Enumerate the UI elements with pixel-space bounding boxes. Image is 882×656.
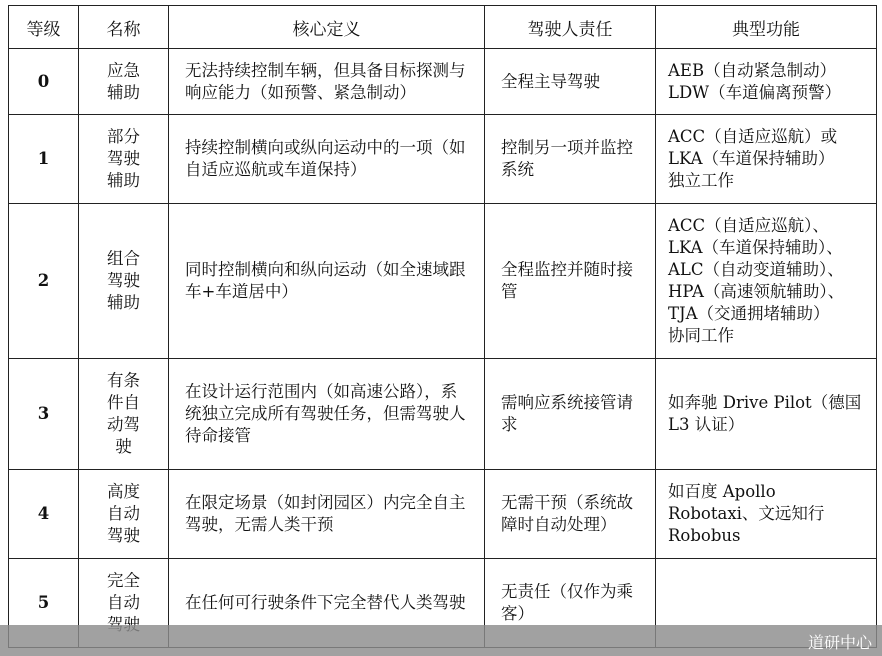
definition-cell: 持续控制横向或纵向运动中的一项（如自适应巡航或车道保持）: [169, 115, 485, 204]
definition-cell: 同时控制横向和纵向运动（如全速域跟车+车道居中）: [169, 204, 485, 359]
level-name: 部分驾驶辅助: [107, 127, 140, 190]
table-row: [9, 49, 877, 115]
level-cell: 1: [9, 115, 79, 204]
level-name: 完全自动: [107, 571, 140, 612]
duty-cell: 控制另一项并监控系统: [485, 115, 656, 204]
name-cell: [79, 49, 169, 115]
autonomy-levels-table: [8, 5, 877, 648]
level-cell: 0: [9, 49, 79, 115]
duty-cell: 全程监控并随时接管: [485, 204, 656, 359]
features-text: ACC（自适应巡航）、 LKA（车道保持辅助）、 ALC（自动变道辅助）、 HPA（高速领航辅助）、 TJA（交通拥堵辅助） 协同工作: [668, 216, 845, 345]
duty-cell: 无责任（仅作为乘客）: [485, 559, 656, 648]
table-row: [9, 359, 877, 470]
table-row: [9, 115, 877, 204]
header-name: 名称: [79, 6, 169, 49]
features-cell: [656, 115, 877, 204]
features-cell: [656, 204, 877, 359]
level-name: 高度自动驾驶: [107, 482, 140, 545]
level-name: 有条件自动驾驶: [107, 371, 140, 456]
features-cell: [656, 470, 877, 559]
features-text: AEB（自动紧急制动） LDW（车道偏离预警）: [668, 60, 842, 102]
features-text: ACC（自适应巡航）或 LKA（车道保持辅助） 独立工作: [668, 127, 838, 190]
header-duty: 驾驶人责任: [485, 6, 656, 49]
table-row: [9, 204, 877, 359]
name-cell: [79, 359, 169, 470]
level-cell: 3: [9, 359, 79, 470]
definition-cell: 在设计运行范围内（如高速公路），系统独立完成所有驾驶任务，但需驾驶人待命接管: [169, 359, 485, 470]
header-definition: 核心定义: [169, 6, 485, 49]
level-cell: 2: [9, 204, 79, 359]
header-row: [9, 6, 877, 49]
header-level: 等级: [9, 6, 79, 49]
name-cell: [79, 470, 169, 559]
header-features: 典型功能: [656, 6, 877, 49]
features-cell: [656, 49, 877, 115]
features-text: 如奔驰 Drive Pilot（德国 L3 认证）: [668, 393, 862, 434]
definition-cell: 无法持续控制车辆，但具备目标探测与响应能力（如预警、紧急制动）: [169, 49, 485, 115]
features-cell: [656, 359, 877, 470]
table-row: [9, 470, 877, 559]
name-cell: [79, 115, 169, 204]
features-text: 如百度 Apollo Robotaxi、文远知行 Robobus: [668, 482, 825, 545]
definition-cell: 在限定场景（如封闭园区）内完全自主驾驶，无需人类干预: [169, 470, 485, 559]
level-cell: 4: [9, 470, 79, 559]
definition-cell: 在任何可行驶条件下完全替代人类驾驶: [169, 559, 485, 648]
level-cell: 5: [9, 559, 79, 648]
duty-cell: 需响应系统接管请求: [485, 359, 656, 470]
duty-cell: 无需干预（系统故障时自动处理）: [485, 470, 656, 559]
watermark-text: 道研中心: [807, 633, 872, 652]
name-cell: [79, 204, 169, 359]
watermark-bar: [0, 625, 882, 656]
level-name: 应急辅助: [107, 60, 140, 102]
duty-cell: 全程主导驾驶: [485, 49, 656, 115]
level-name: 组合驾驶辅助: [107, 249, 140, 312]
